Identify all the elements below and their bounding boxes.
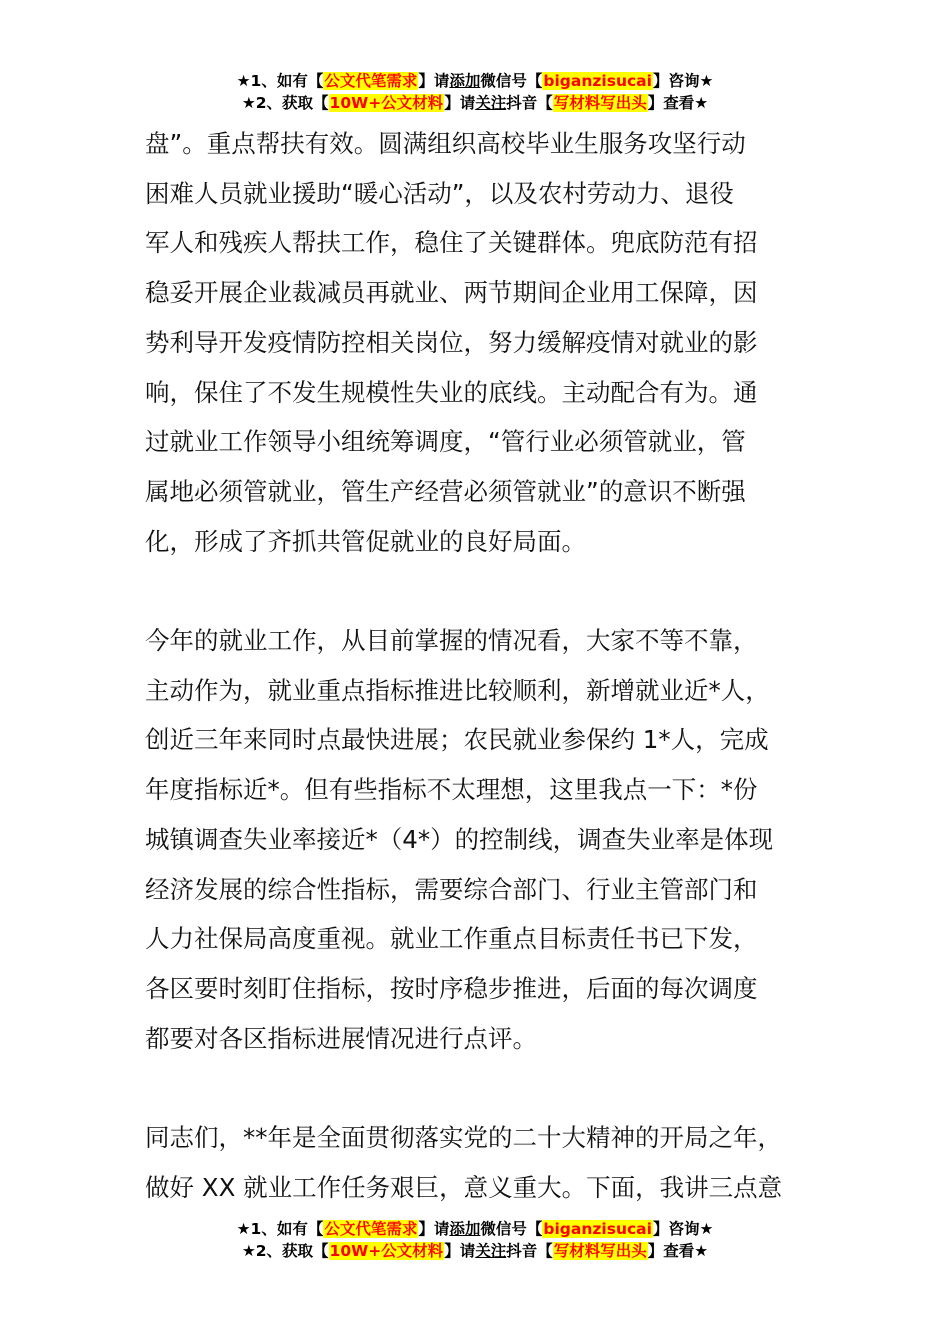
highlight-materials: 10W+公文材料 <box>329 1242 444 1260</box>
footer-banner <box>0 1218 950 1262</box>
paragraph-gap <box>145 1063 810 1113</box>
text-line: 都要对各区指标进展情况进行点评。 <box>145 1023 537 1053</box>
banner-line-2: ★2、获取【10W+公文材料】请关注抖音【写材料写出头】查看★ <box>241 1242 709 1260</box>
highlight-wechat-id: biganzisucai <box>543 1220 652 1238</box>
paragraph-3 <box>145 1113 810 1212</box>
text-line: 化，形成了齐抓共管促就业的良好局面。 <box>145 526 586 556</box>
text-line: 主动作为，就业重点指标推进比较顺利，新增就业近*人， <box>145 675 770 705</box>
text-line: 困难人员就业援助“暖心活动”，以及农村劳动力、退役 <box>145 178 734 208</box>
text-line: 人力社保局高度重视。就业工作重点目标责任书已下发， <box>145 924 758 954</box>
text-line: 盘”。重点帮扶有效。圆满组织高校毕业生服务攻坚行动 <box>145 129 746 158</box>
highlight-douyin-account: 写材料写出头 <box>553 94 647 112</box>
document-body <box>145 119 810 1212</box>
text-line: 经济发展的综合性指标，需要综合部门、行业主管部门和 <box>145 874 758 904</box>
text-line: 稳妥开展企业裁减员再就业、两节期间企业用工保障，因 <box>145 278 758 308</box>
text-line: 势利导开发疫情防控相关岗位，努力缓解疫情对就业的影 <box>145 327 758 357</box>
paragraph-2 <box>145 616 810 1063</box>
highlight-materials: 10W+公文材料 <box>329 94 444 112</box>
highlight-service: 公文代笔需求 <box>324 1220 418 1238</box>
text-line: 年度指标近*。但有些指标不太理想，这里我点一下：*份 <box>145 775 758 805</box>
header-banner <box>0 70 950 114</box>
text-line: 同志们，**年是全面贯彻落实党的二十大精神的开局之年， <box>145 1123 782 1153</box>
text-line: 今年的就业工作，从目前掌握的情况看，大家不等不靠， <box>145 626 758 656</box>
text-line: 属地必须管就业，管生产经营必须管就业”的意识不断强 <box>145 476 746 506</box>
text-line: 各区要时刻盯住指标，按时序稳步推进，后面的每次调度 <box>145 973 758 1003</box>
highlight-douyin-account: 写材料写出头 <box>553 1242 647 1260</box>
paragraph-gap <box>145 566 810 616</box>
highlight-service: 公文代笔需求 <box>324 72 418 90</box>
banner-line-1: ★1、如有【公文代笔需求】请添加微信号【biganzisucai】咨询★ <box>236 72 714 90</box>
banner-line-1: ★1、如有【公文代笔需求】请添加微信号【biganzisucai】咨询★ <box>236 1220 714 1238</box>
highlight-wechat-id: biganzisucai <box>543 72 652 90</box>
text-line: 军人和残疾人帮扶工作，稳住了关键群体。兜底防范有招 <box>145 228 758 258</box>
text-line: 做好 XX 就业工作任务艰巨，意义重大。下面，我讲三点意 <box>145 1172 783 1202</box>
banner-line-2: ★2、获取【10W+公文材料】请关注抖音【写材料写出头】查看★ <box>241 94 709 112</box>
text-line: 城镇调查失业率接近*（4*）的控制线，调查失业率是体现 <box>145 824 774 854</box>
text-line: 响，保住了不发生规模性失业的底线。主动配合有为。通 <box>145 377 758 407</box>
text-line: 过就业工作领导小组统筹调度，“管行业必须管就业，管 <box>145 427 746 457</box>
text-line: 创近三年来同时点最快进展；农民就业参保约 1*人，完成 <box>145 725 769 755</box>
paragraph-1 <box>145 119 810 566</box>
